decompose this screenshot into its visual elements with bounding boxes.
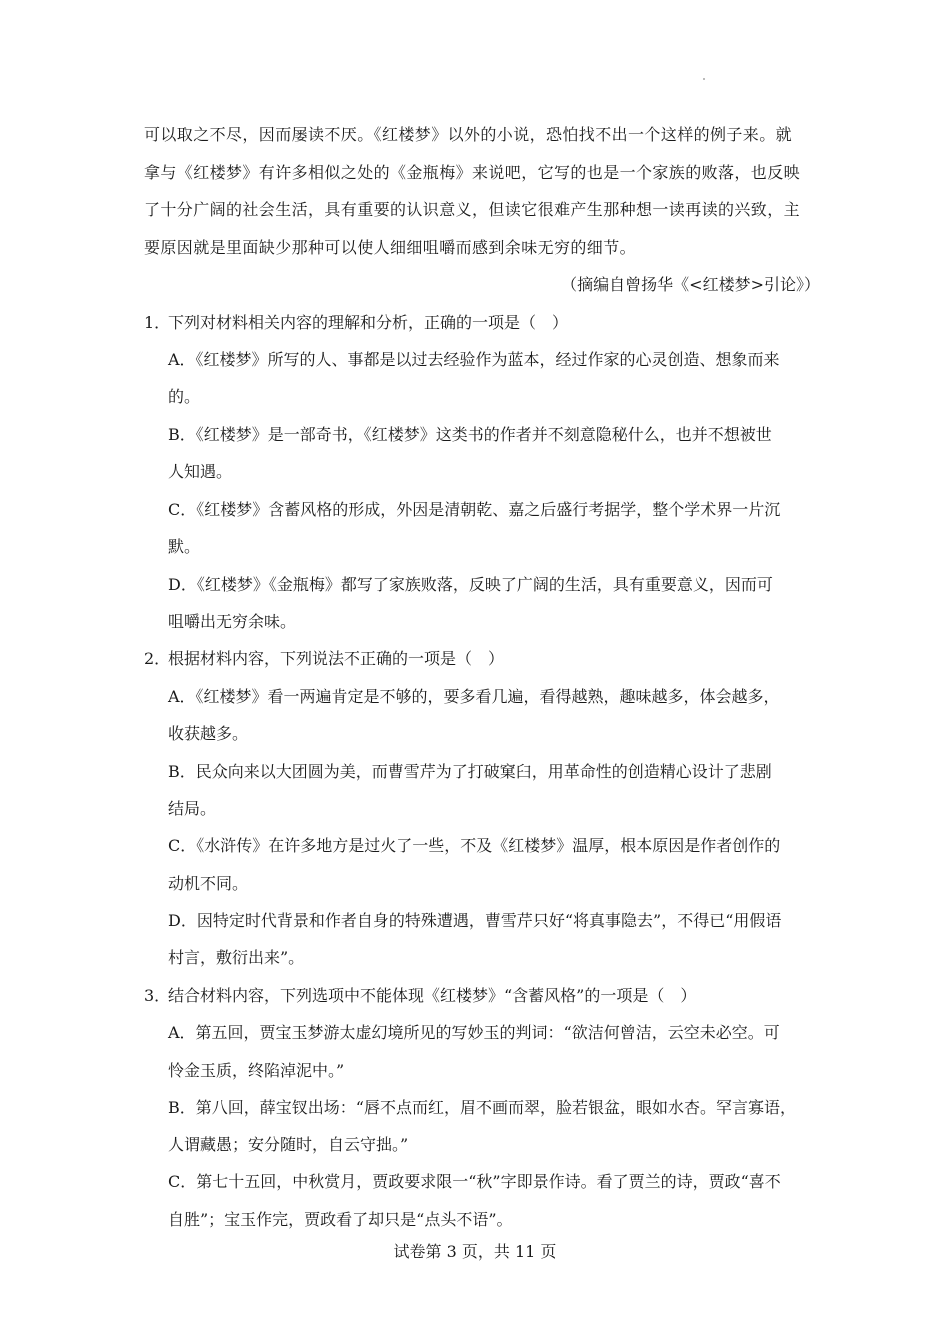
question-text: 结合材料内容，下列选项中不能体现《红楼梦》“含蓄风格”的一项是（ ） — [168, 986, 697, 1005]
option-a-cont: 收获越多。 — [168, 724, 249, 743]
option-d: D．因特定时代背景和作者自身的特殊遭遇，曹雪芹只好“将真事隐去”，不得已“用假语 — [168, 911, 782, 930]
option-b-cont: 人谓藏愚；安分随时，自云守拙。” — [168, 1135, 409, 1154]
option-b-cont: 结局。 — [168, 799, 217, 818]
question-text: 下列对材料相关内容的理解和分析，正确的一项是（ ） — [168, 313, 569, 332]
option-a: A．《红楼梦》看一两遍肯定是不够的，要多看几遍，看得越熟，趣味越多，体会越多， — [168, 687, 780, 706]
option-a: A．第五回，贾宝玉梦游太虚幻境所见的写妙玉的判词：“欲洁何曾洁，云空未必空。可 — [168, 1023, 780, 1042]
option-a-cont: 的。 — [168, 387, 201, 406]
passage-line: 要原因就是里面缺少那种可以使人细细咀嚼而感到余味无穷的细节。 — [144, 238, 637, 257]
option-b: B．《红楼梦》是一部奇书，《红楼梦》这类书的作者并不刻意隐秘什么，也并不想被世 — [168, 425, 772, 444]
option-b-cont: 人知遇。 — [168, 462, 233, 481]
question-3-stem — [144, 986, 696, 1006]
option-c: C．《水浒传》在许多地方是过火了一些，不及《红楼梦》温厚，根本原因是作者创作的 — [168, 836, 781, 855]
question-text: 根据材料内容，下列说法不正确的一项是（ ） — [168, 649, 505, 668]
question-number: 3． — [144, 986, 171, 1005]
option-c-cont: 自胜”；宝玉作完，贾政看了却只是“点头不语”。 — [168, 1210, 513, 1229]
option-c: C．《红楼梦》含蓄风格的形成，外因是清朝乾、嘉之后盛行考据学，整个学术界一片沉 — [168, 500, 781, 519]
option-c-cont: 默。 — [168, 537, 201, 556]
option-d: D．《红楼梦》《金瓶梅》都写了家族败落，反映了广阔的生活，具有重要意义，因而可 — [168, 575, 773, 594]
page-footer: 试卷第 3 页，共 11 页 — [393, 1242, 557, 1261]
option-a-cont: 怜金玉质，终陷淖泥中。” — [168, 1061, 345, 1080]
passage-line: 拿与《红楼梦》有许多相似之处的《金瓶梅》来说吧，它写的也是一个家族的败落，也反映 — [144, 163, 801, 182]
question-1-stem — [144, 313, 568, 333]
scan-speck — [703, 78, 705, 80]
option-d-cont: 村言，敷衍出来”。 — [168, 948, 305, 967]
passage-source: （摘编自曾扬华《<红楼梦>引论》） — [561, 275, 820, 294]
question-number: 1． — [144, 313, 171, 332]
option-b: B．第八回，薛宝钗出场：“唇不点而红，眉不画而翠，脸若银盆，眼如水杏。罕言寡语， — [168, 1098, 796, 1117]
option-b: B．民众向来以大团圆为美，而曹雪芹为了打破窠臼，用革命性的创造精心设计了悲剧 — [168, 762, 772, 781]
passage-line: 了十分广阔的社会生活，具有重要的认识意义，但读它很难产生那种想一读再读的兴致，主 — [144, 200, 801, 219]
passage-line: 可以取之不尽，因而屡读不厌。《红楼梦》以外的小说，恐怕找不出一个这样的例子来。就 — [144, 125, 793, 144]
option-d-cont: 咀嚼出无穷余味。 — [168, 612, 297, 631]
option-a: A．《红楼梦》所写的人、事都是以过去经验作为蓝本，经过作家的心灵创造、想象而来 — [168, 350, 780, 369]
question-2-stem — [144, 649, 504, 669]
option-c-cont: 动机不同。 — [168, 874, 249, 893]
question-number: 2． — [144, 649, 171, 668]
option-c: C．第七十五回，中秋赏月，贾政要求限一“秋”字即景作诗。看了贾兰的诗，贾政“喜不 — [168, 1172, 781, 1191]
